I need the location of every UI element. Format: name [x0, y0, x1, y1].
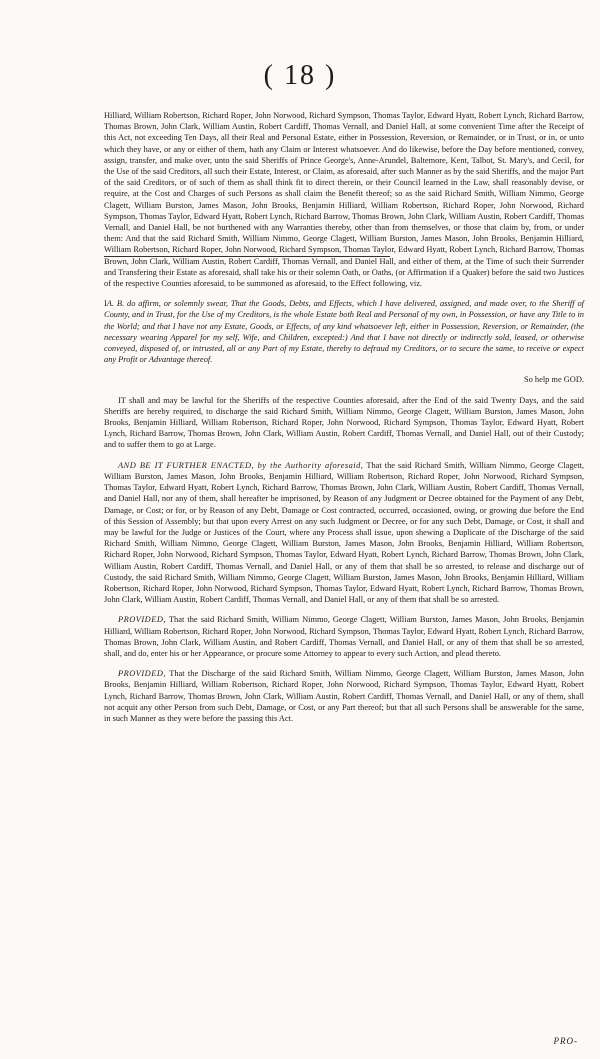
provided-1-text: That the said Richard Smith, William Nimmo, George Clagett, William Burston, James Mason, John Brooks, Benjamin Hilliard, William Robertson, Richard Roper, John Norwood, Richard Sympson, Thomas Taylor, Edward Hyatt, Robert Lynch, Richard Barrow, Thomas Brown, John Clark, William Austin, and Robert Cardiff, Thomas Vernall, and Daniel Hall, or any of them that shall be so arrested, shall, and do, enter his or her Appearance, or procure some Attorney to appear to every such Action, and plead thereto. — [104, 615, 584, 658]
paragraph-provided-1 — [104, 614, 584, 659]
paragraph-enacted — [104, 460, 584, 606]
paragraph-conveyance: Hilliard, William Robertson, Richard Roper, John Norwood, Richard Sympson, Thomas Taylor, Edward Hyatt, Robert Lynch, Richard Barrow, Thomas Brown, John Clark, William Austin, Robert Cardiff, Thomas Vernall, and Daniel Hall, at some convenient Time after the Receipt of this Act, not exceeding Ten Days, all their Real and Personal Estate, either in Possession, Reversion, or Remainder, or in Trust, or in, or unto which they have, or any or either of them, hath any Claim or Interest whatsoever. And do likewise, before the Day before mentioned, convey, assign, transfer, and make over, unto the said Sheriffs of Prince George's, Anne-Arundel, Baltemore, Kent, Talbot, St. Mary's, and Cecil, for the Use of the said Creditors, all such their Estate, Interest, or Claim, as aforesaid, after such Manner as by the said Sheriffs, and the major Part of the said Creditors, or of such of them as shall think fit to direct therein, or their Council learned in the Law, shall reasonably devise, or require, at the Cost and Charges of such Persons as shall claim the Benefit thereof; so as the said Richard Smith, William Nimmo, George Clagett, William Burston, James Mason, John Brooks, Benjamin Hilliard, William Robertson, Richard Roper, John Norwood, Richard Sympson, Thomas Taylor, Edward Hyatt, Robert Lynch, Richard Barrow, Thomas Brown, John Clark, William Austin, Robert Cardiff, Thomas Vernall, and Daniel Hall, be not burthened with any Warranties thereby, other than from themselves, or those that claim by, from, or under them: And that the said Richard Smith, William Nimmo, George Clagett, William Burston, James Mason, John Brooks, Benjamin Hilliard, William Robertson, Richard Roper, John Norwood, Richard Sympson, Thomas Taylor, Edward Hyatt, Robert Lynch, Richard Barrow, Thomas Brown, John Clark, William Austin, Robert Cardiff, Thomas Vernall, and Daniel Hall, and either of them, at the Time of such their Surrender and Transfering their Estate as aforesaid, shall take his or their solemn Oath, or Oaths, (or Affirmation if a Quaker) before the said two Justices of the respective Counties aforesaid, to be summoned as aforesaid, to the Effect following, viz. — [104, 111, 584, 289]
page-number: ( 18 ) — [263, 60, 337, 91]
enacted-text: That the said Richard Smith, William Nimmo, George Clagett, William Burston, James Mason, John Brooks, Benjamin Hilliard, William Robertson, Richard Roper, John Norwood, Richard Sympson, Thomas Taylor, Edward Hyatt, Robert Lynch, Richard Barrow, Thomas Brown, John Clark, William Austin, Robert Cardiff, Thomas Vernall, and Daniel Hall, nor any of them, shall hereafter be imprisoned, by Reason of any Judgment or Decree obtained for the Payment of any Debt, Damage, or Cost; or for, or by Reason of any Debt, Damage or Cost contracted, occurred, occasioned, owing, or growing due before the End of this Session of Assembly; but that upon every Arrest on any such Judgment or Decree, or for any such Debt, Damage, or Cost, it shall and may be lawful for the Judge or Justices of the Court, where any Process shall issue, upon shewing a Duplicate of the Discharge of the said Richard Smith, William Nimmo, George Clagett, William Burston, James Mason, John Brooks, Benjamin Hilliard, William Robertson, Richard Roper, John Norwood, Richard Sympson, Thomas Taylor, Edward Hyatt, Robert Lynch, Richard Barrow, Thomas Brown, John Clark, William Austin, Robert Cardiff, Thomas Vernall, and Daniel Hall, or any of them that shall be so arrested, to release and discharge out of Custody, the said Richard Smith, William Nimmo, George Clagett, William Burston, James Mason, John Brooks, Benjamin Hilliard, William Robertson, Richard Roper, John Norwood, Richard Sympson, Thomas Taylor, Edward Hyatt, Robert Lynch, Richard Barrow, Thomas Brown, John Clark, William Austin, Robert Cardiff, Thomas Vernall, and Daniel Hall, or any of them that shall be so arrested. — [104, 460, 584, 605]
provided-2-lead: PROVIDED, — [118, 669, 166, 679]
catchword: PRO- — [553, 1036, 578, 1046]
enacted-lead: AND BE IT FURTHER ENACTED, by the Authority aforesaid, — [118, 460, 364, 470]
document-body — [104, 110, 584, 733]
paragraph-provided-2 — [104, 668, 584, 724]
provided-1-lead: PROVIDED, — [118, 615, 166, 625]
paragraph-discharge: IT shall and may be lawful for the Sheriffs of the respective Counties aforesaid, after the End of the said Twenty Days, and the said Sheriffs are hereby required, to discharge the said Richard Smith, William Nimmo, George Clagett, William Burston, James Mason, John Brooks, Benjamin Hilliard, William Robertson, Richard Roper, John Norwood, Richard Sympson, Thomas Taylor, Edward Hyatt, Robert Lynch, Richard Barrow, Thomas Brown, John Clark, William Austin, Robert Cardiff, Thomas Vernall, and Daniel Hall, out of their Custody; and to suffer them to go at Large. — [104, 395, 584, 450]
so-help-me-god: So help me GOD. — [523, 375, 584, 385]
oath-paragraph — [104, 298, 584, 365]
provided-2-text: That the Discharge of the said Richard Smith, William Nimmo, George Clagett, William Burston, James Mason, John Brooks, Benjamin Hilliard, William Robertson, Richard Roper, John Norwood, Richard Sympson, Thomas Taylor, Edward Hyatt, Robert Lynch, Richard Barrow, Thomas Brown, John Clark, William Austin, Robert Cardiff, Thomas Vernall, and Daniel Hall, or any of them, shall not acquit any other Person from such Debt, Damage, or Cost, or any Part thereof; but that all such Persons shall be answerable for the same, in such Manner as they were before the passing this Act. — [104, 669, 584, 723]
oath-initial: I — [104, 299, 107, 309]
oath-text: A. B. do affirm, or solemnly swear, That the Goods, Debts, and Effects, which I have delivered, assigned, and made over, to the Sheriff of County, and in Trust, for the Use of my Creditors, is the whole Estate both Real and Personal of my own, in Possession, or have any Title to in the World; and that I have not any Estate, Goods, or Effects, of any kind whatsoever left, either in Possession, Reversion, or Remainder, (the necessary wearing Apparel for my self, Wife, and Children, excepted:) And that I have not directly or indirectly sold, leased, or otherwise conveyed, disposed of, or intrusted, all or any Part of my Estate, thereby to defraud my Creditors, or to secure the same, to receive or expect any Profit or Advantage thereof. — [104, 299, 584, 365]
